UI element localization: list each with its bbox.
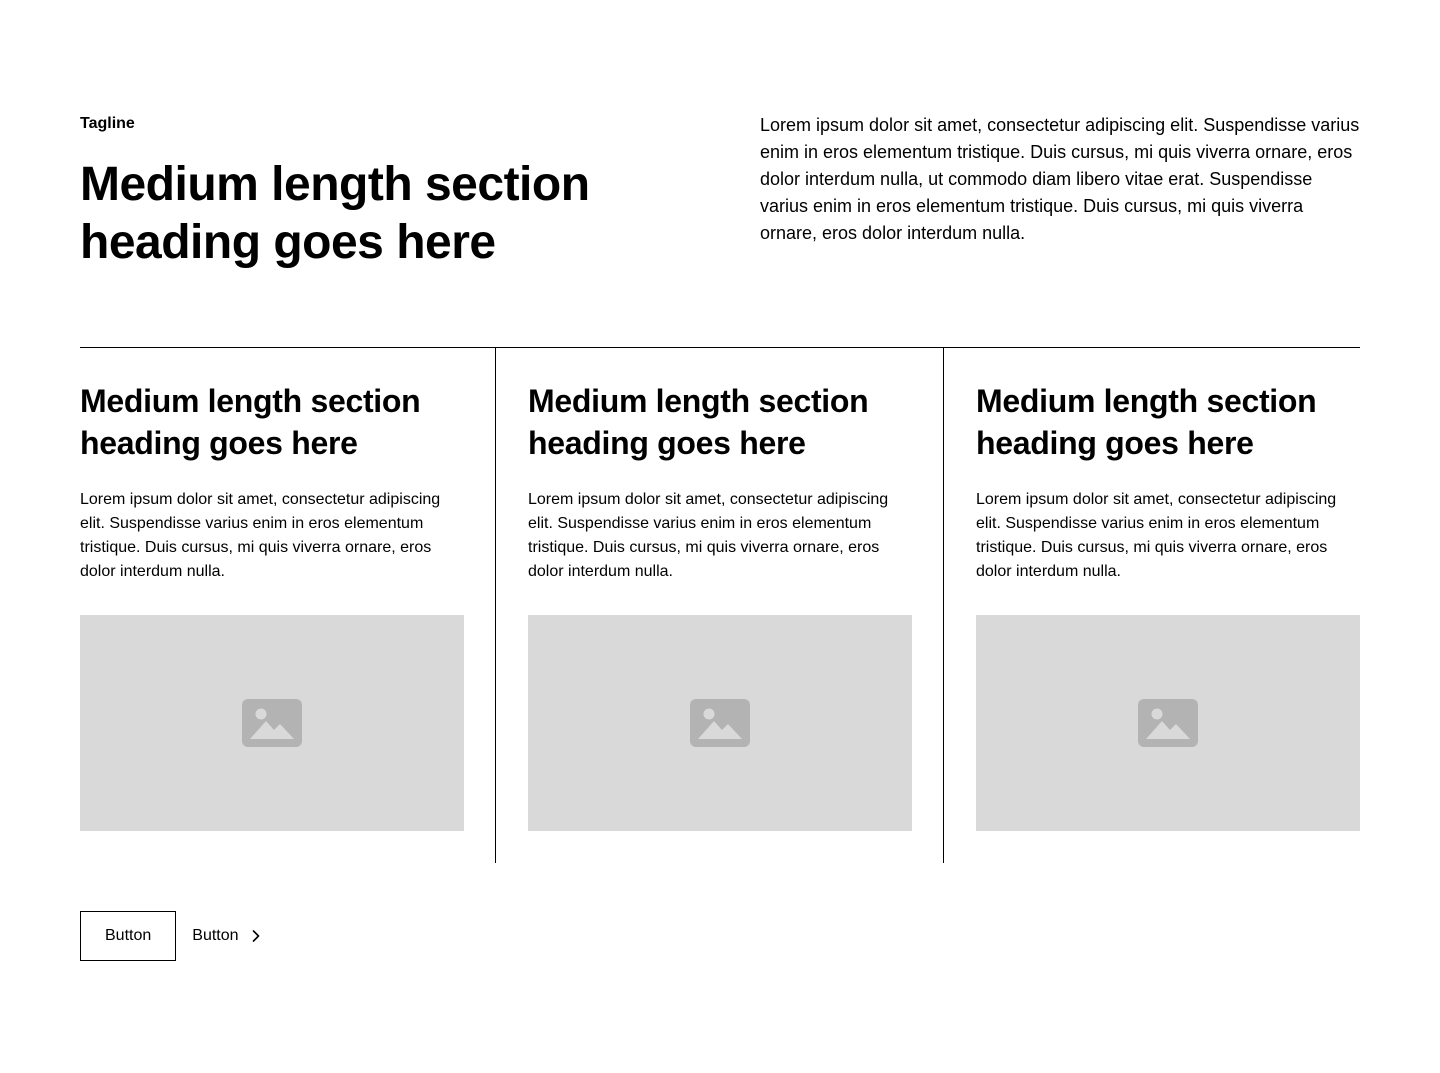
action-buttons <box>80 911 261 961</box>
feature-heading: Medium length section heading goes here <box>80 383 421 461</box>
image-placeholder-icon <box>690 699 750 747</box>
secondary-link-button[interactable] <box>192 911 260 961</box>
header-left <box>80 112 680 272</box>
section-heading: Medium length section heading goes here <box>80 158 590 269</box>
secondary-button-label: Button <box>192 927 239 944</box>
feature-column-1 <box>80 348 464 863</box>
primary-button[interactable] <box>80 911 176 961</box>
section-description: Lorem ipsum dolor sit amet, consectetur adipiscing elit. Suspendisse varius enim in eros elementum tristique. Duis cursus, mi quis viverra ornare, eros dolor interdum nulla, ut commodo diam libero vitae erat. Suspendisse varius enim in eros elementum tristique. Duis cursus, mi quis viverra ornare, eros dolor interdum nulla. <box>760 115 1360 243</box>
primary-button-label: Button <box>105 927 152 944</box>
chevron-right-icon <box>251 929 261 943</box>
image-placeholder-icon <box>242 699 302 747</box>
feature-column-3 <box>976 348 1360 863</box>
column-divider <box>943 348 944 863</box>
feature-heading: Medium length section heading goes here <box>976 383 1317 461</box>
feature-columns <box>80 348 1360 863</box>
image-placeholder <box>976 615 1360 831</box>
feature-column-2 <box>528 348 912 863</box>
image-placeholder-icon <box>1138 699 1198 747</box>
feature-text: Lorem ipsum dolor sit amet, consectetur adipiscing elit. Suspendisse varius enim in eros elementum tristique. Duis cursus, mi quis viverra ornare, eros dolor interdum nulla. <box>528 491 889 580</box>
column-divider <box>495 348 496 863</box>
feature-heading: Medium length section heading goes here <box>528 383 869 461</box>
image-placeholder <box>528 615 912 831</box>
image-placeholder <box>80 615 464 831</box>
tagline: Tagline <box>80 115 135 132</box>
feature-text: Lorem ipsum dolor sit amet, consectetur adipiscing elit. Suspendisse varius enim in eros elementum tristique. Duis cursus, mi quis viverra ornare, eros dolor interdum nulla. <box>80 491 441 580</box>
feature-text: Lorem ipsum dolor sit amet, consectetur adipiscing elit. Suspendisse varius enim in eros elementum tristique. Duis cursus, mi quis viverra ornare, eros dolor interdum nulla. <box>976 491 1337 580</box>
